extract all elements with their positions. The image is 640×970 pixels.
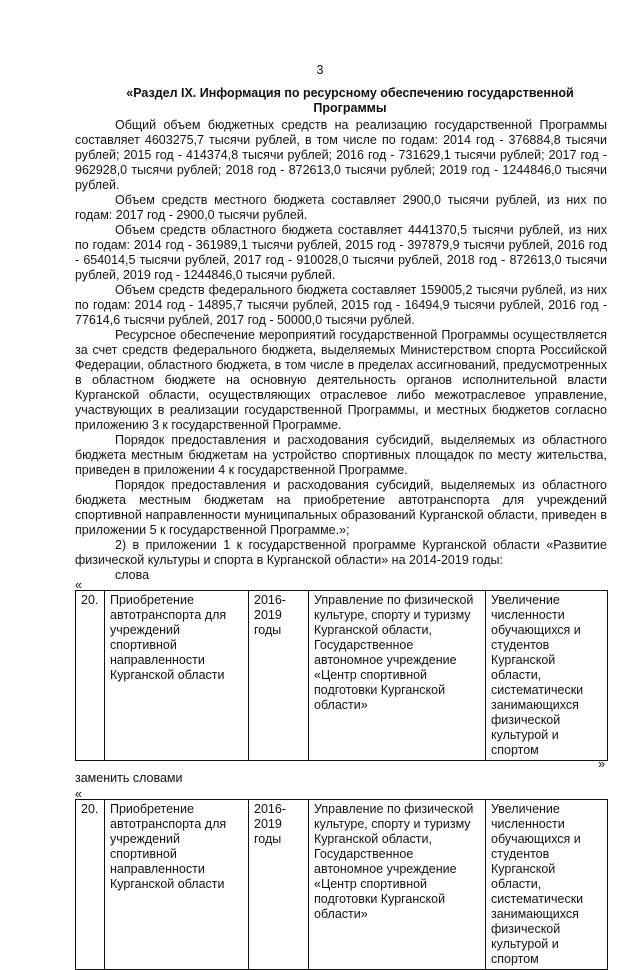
years: 2016-2019 годы [249,800,309,970]
expected-result: Увеличение численности обучающихся и студентов Курганской области, систематически занимающихся физической культурой и спортом [486,800,608,970]
expected-result: Увеличение численности обучающихся и студентов Курганской области, систематически занимающихся физической культурой и спортом [486,591,608,761]
paragraph: Объем средств местного бюджета составляет 2900,0 тысячи рублей, из них по годам: 2017 год - 2900,0 тысячи рублей. [75,193,607,222]
paragraph: Порядок предоставления и расходования субсидий, выделяемых из областного бюджета местным бюджетам на устройство спортивных площадок по месту жительства, приведен в приложении 4 к государственной Программе. [75,433,607,477]
executor: Управление по физической культуре, спорту и туризму Курганской области, Государственное автономное учреждение «Центр спортивной подготовки Курганской области» [309,591,486,761]
paragraph: 2) в приложении 1 к государственной программе Курганской области «Развитие физической культуры и спорта в Курганской области» на 2014-2019 годы: [75,538,607,567]
executor: Управление по физической культуре, спорту и туризму Курганской области, Государственное автономное учреждение «Центр спортивной подготовки Курганской области» [309,800,486,970]
row-number: 20. [76,591,105,761]
activity-name: Приобретение автотранспорта для учреждений спортивной направленности Курганской области [105,800,249,970]
activity-name: Приобретение автотранспорта для учреждений спортивной направленности Курганской области [105,591,249,761]
years: 2016-2019 годы [249,591,309,761]
quote-open: « [75,787,82,801]
quote-close: » [598,757,605,771]
paragraph: Объем средств федерального бюджета составляет 159005,2 тысячи рублей, из них по годам: 2014 год - 14895,7 тысячи рублей, 2015 год - 16494,9 тысячи рублей, 2016 год - 77614,6 тысячи рублей, 2017 год - 50000,0 тысячи рублей. [75,283,607,327]
table-row [76,591,608,761]
paragraph: Объем средств областного бюджета составляет 4441370,5 тысячи рублей, из них по годам: 2014 год - 361989,1 тысячи рублей, 2015 год - 397879,9 тысячи рублей, 2016 год - 654014,5 тысячи рублей, 2017 год - 910028,0 тысячи рублей, 2018 год - 872613,0 тысячи рублей, 2019 год - 1244846,0 тысячи рублей. [75,223,607,282]
quote-open: « [75,578,82,592]
program-table-original [75,590,608,761]
words-label: слова [115,568,150,582]
table-row [76,800,608,970]
paragraph: Порядок предоставления и расходования субсидий, выделяемых из областного бюджета местным бюджетам на приобретение автотранспорта для учреждений спортивной направленности муниципальных образований Курганской области, приведен в приложении 5 к государственной Программе.»; [75,478,607,537]
row-number: 20. [76,800,105,970]
page-number: 3 [316,63,324,77]
program-table-replacement-wrap [75,799,607,966]
paragraph: Общий объем бюджетных средств на реализацию государственной Программы составляет 4603275,7 тысячи рублей, в том числе по годам: 2014 год - 376884,8 тысячи рублей; 2015 год - 414374,8 тысячи рублей; 2016 год - 731629,1 тысячи рублей; 2017 год - 962928,0 тысячи рублей; 2018 год - 872613,0 тысячи рублей; 2019 год - 1244846,0 тысячи рублей. [75,118,607,192]
paragraph: Ресурсное обеспечение мероприятий государственной Программы осуществляется за счет средств федерального бюджета, выделяемых Министерством спорта Российской Федерации, областного бюджета, в том числе в пределах ассигнований, предусмотренных в областном бюджете на основную деятельность органов исполнительной власти Курганской области, осуществляющих отраслевое либо межотраслевое управление, участвующих в реализации государственной Программы, и местных бюджетов согласно приложению 3 к государственной Программе. [75,328,607,432]
program-table-replacement [75,799,608,970]
body-text [75,118,607,583]
section-heading: «Раздел IX. Информация по ресурсному обеспечению государственной Программы [126,86,574,115]
replace-label: заменить словами [75,771,183,785]
